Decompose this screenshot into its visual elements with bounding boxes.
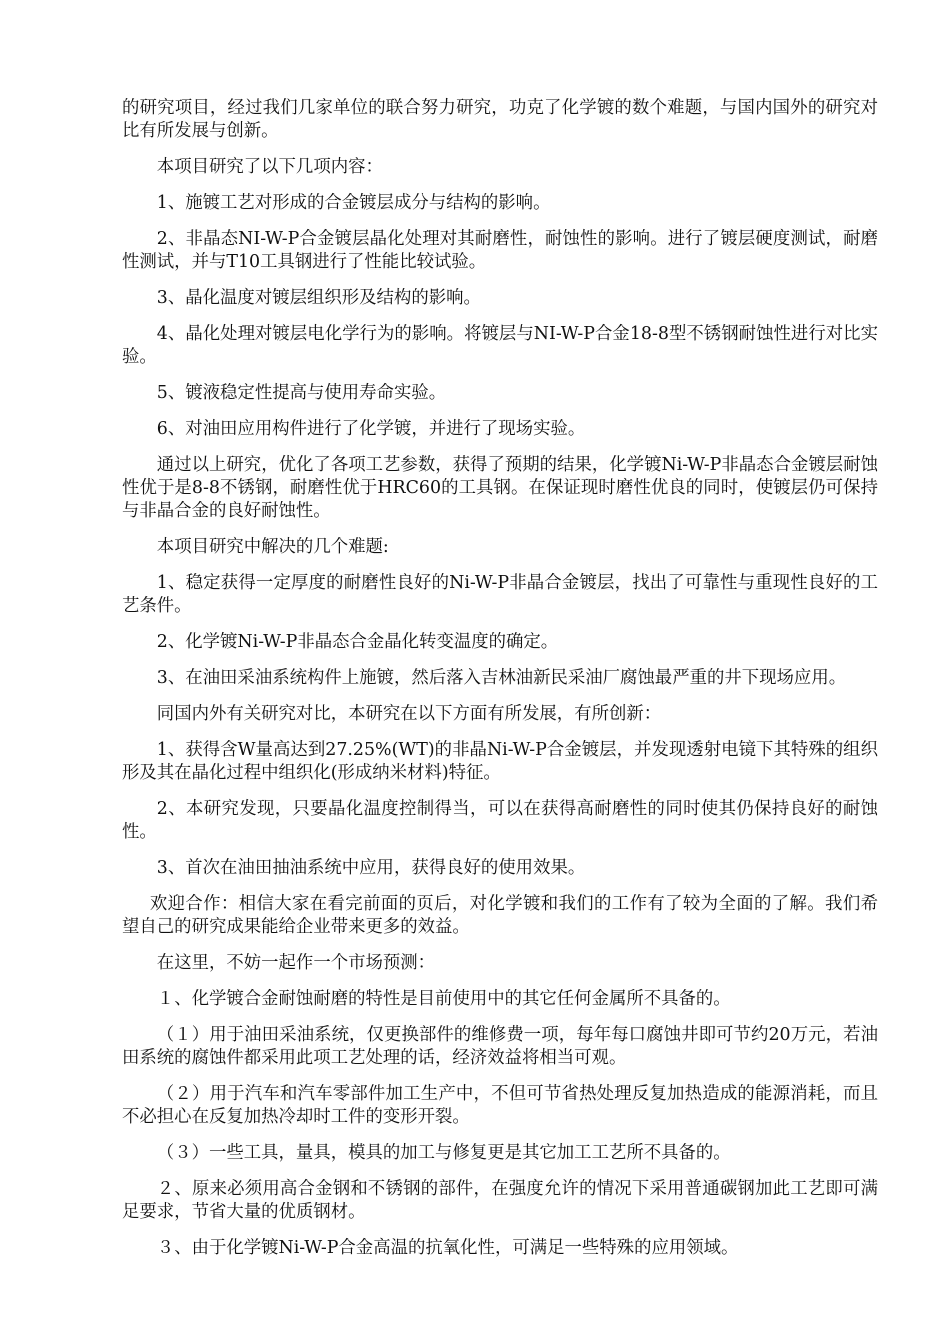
paragraph-content-item-2: 2、非晶态NI-W-P合金镀层晶化处理对其耐磨性，耐蚀性的影响。进行了镀层硬度测试，耐磨性测试，并与T10工具钢进行了性能比较试验。 [122,229,878,272]
paragraph-forecast-1-sub-3: （３）一些工具，量具，模具的加工与修复更是其它加工工艺所不具备的。 [156,1143,731,1163]
body-text [122,97,878,1273]
paragraph-forecast-2: ２、原来必须用高合金钢和不锈钢的部件，在强度允许的情况下采用普通碳钢加此工艺即可满足要求，节省大量的优质钢材。 [122,1179,878,1222]
paragraph-innovation-2: 2、本研究发现，只要晶化温度控制得当，可以在获得高耐磨性的同时使其仍保持良好的耐蚀性。 [122,799,878,842]
paragraph-forecast-1-sub-2: （２）用于汽车和汽车零部件加工生产中，不但可节省热处理反复加热造成的能源消耗，而且不必担心在反复加热冷却时工件的变形开裂。 [122,1084,878,1127]
paragraph-content-item-6: 6、对油田应用构件进行了化学镀，并进行了现场实验。 [156,419,586,439]
paragraph-forecast-1-sub-1: （１）用于油田采油系统，仅更换部件的维修费一项，每年每口腐蚀井即可节约20万元，若油田系统的腐蚀件都采用此项工艺处理的话，经济效益将相当可观。 [122,1025,878,1068]
paragraph-content-item-3: 3、晶化温度对镀层组织形及结构的影响。 [156,288,481,308]
paragraph-results-summary: 通过以上研究，优化了各项工艺参数，获得了预期的结果，化学镀Ni-W-P非晶态合金镀层耐蚀性优于是8-8不锈钢，耐磨性优于HRC60的工具钢。在保证现时磨性优良的同时，使镀层仍可保持与非晶合金的良好耐蚀性。 [122,455,878,521]
paragraph-market-forecast-intro: 在这里，不妨一起作一个市场预测： [156,953,436,973]
paragraph-content-item-4: 4、晶化处理对镀层电化学行为的影响。将镀层与NI-W-P合金18-8型不锈钢耐蚀性进行对比实验。 [122,324,878,367]
paragraph-innovation-3: 3、首次在油田抽油系统中应用，获得良好的使用效果。 [156,858,586,878]
paragraph-forecast-3: ３、由于化学镀Ni-W-P合金高温的抗氧化性，可满足一些特殊的应用领域。 [156,1238,739,1258]
paragraph-problems-intro: 本项目研究中解决的几个难题: [156,537,389,557]
paragraph-problem-1: 1、稳定获得一定厚度的耐磨性良好的Ni-W-P非晶合金镀层，找出了可靠性与重现性良好的工艺条件。 [122,573,878,616]
paragraph-innovation-1: 1、获得含W量高达到27.25%(WT)的非晶Ni-W-P合金镀层，并发现透射电镜下其特殊的组织形及其在晶化过程中组织化(形成纳米材料)特征。 [122,740,878,783]
paragraph-continuation: 的研究项目，经过我们几家单位的联合努力研究，功克了化学镀的数个难题，与国内国外的研究对比有所发展与创新。 [122,98,878,141]
paragraph-welcome-cooperation: 欢迎合作：相信大家在看完前面的页后，对化学镀和我们的工作有了较为全面的了解。我们希望自己的研究成果能给企业带来更多的效益。 [122,894,878,937]
paragraph-innovation-intro: 同国内外有关研究对比，本研究在以下方面有所发展，有所创新： [156,704,662,724]
paragraph-content-item-1: 1、施镀工艺对形成的合金镀层成分与结构的影响。 [156,193,551,213]
paragraph-research-contents-intro: 本项目研究了以下几项内容： [156,157,383,177]
paragraph-forecast-1: １、化学镀合金耐蚀耐磨的特性是目前使用中的其它任何金属所不具备的。 [156,989,731,1009]
paragraph-content-item-5: 5、镀液稳定性提高与使用寿命实验。 [156,383,447,403]
paragraph-problem-3: 3、在油田采油系统构件上施镀，然后落入吉林油新民采油厂腐蚀最严重的井下现场应用。 [156,668,847,688]
paragraph-problem-2: 2、化学镀Ni-W-P非晶态合金晶化转变温度的确定。 [156,632,559,652]
